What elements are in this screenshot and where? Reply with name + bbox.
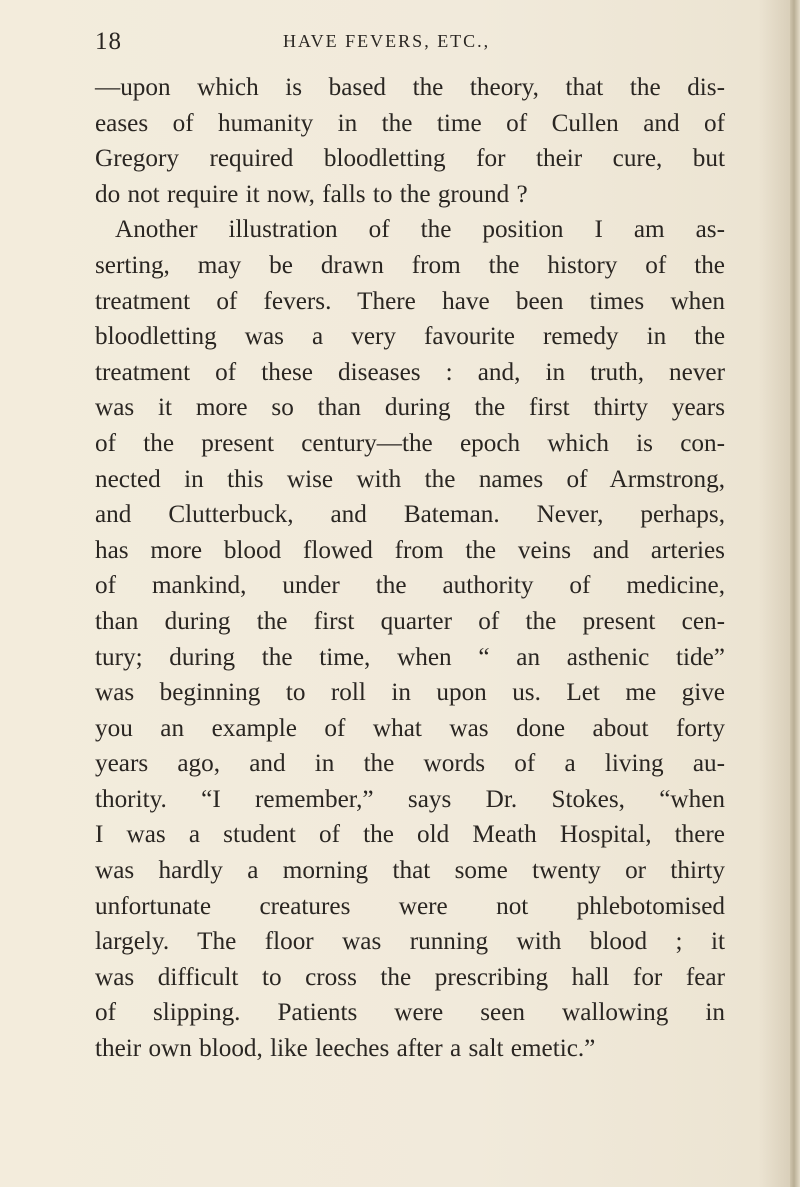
text-line: treatment of these diseases : and, in truth, never (95, 358, 725, 386)
text-line: and Clutterbuck, and Bateman. Never, perhaps, (95, 501, 725, 529)
text-line: of the present century—the epoch which is con- (95, 429, 725, 457)
page-number: 18 (95, 28, 122, 55)
text-line: you an example of what was done about forty (95, 714, 725, 742)
text-line: I was a student of the old Meath Hospital, there (95, 821, 725, 849)
text-line: largely. The floor was running with blood ; it (95, 928, 725, 956)
text-line: nected in this wise with the names of Armstrong, (95, 465, 725, 493)
text-line: tury; during the time, when “ an asthenic tide” (95, 643, 725, 671)
text-line: of mankind, under the authority of medicine, (95, 572, 725, 600)
text-line: —upon which is based the theory, that the dis- (95, 74, 725, 101)
text-line: bloodletting was a very favourite remedy in the (95, 323, 725, 351)
body-text (95, 70, 725, 1067)
text-line: was beginning to roll in upon us. Let me give (95, 679, 725, 707)
text-line: eases of humanity in the time of Cullen and of (95, 109, 725, 137)
text-line: was hardly a morning that some twenty or thirty (95, 857, 725, 885)
text-line: treatment of fevers. There have been times when (95, 287, 725, 315)
text-line: thority. “I remember,” says Dr. Stokes, “when (95, 785, 725, 813)
text-line: do not require it now, falls to the ground ? (95, 180, 528, 208)
text-line: Gregory required bloodletting for their cure, but (95, 145, 725, 173)
text-line: their own blood, like leeches after a salt emetic.” (95, 1035, 596, 1063)
text-line: has more blood flowed from the veins and arteries (95, 536, 725, 564)
text-line: unfortunate creatures were not phlebotomised (95, 892, 725, 920)
running-title: HAVE FEVERS, ETC., (283, 31, 491, 51)
text-line: than during the first quarter of the present cen- (95, 607, 725, 635)
page-edge (790, 0, 800, 1187)
text-line: was it more so than during the first thirty years (95, 394, 725, 422)
page-header (95, 20, 735, 60)
text-line: was difficult to cross the prescribing hall for fear (95, 963, 725, 991)
text-line: serting, may be drawn from the history of the (95, 251, 725, 279)
text-line: years ago, and in the words of a living au- (95, 750, 725, 778)
text-line: of slipping. Patients were seen wallowing in (95, 999, 725, 1027)
text-line: Another illustration of the position I am as- (115, 216, 725, 244)
